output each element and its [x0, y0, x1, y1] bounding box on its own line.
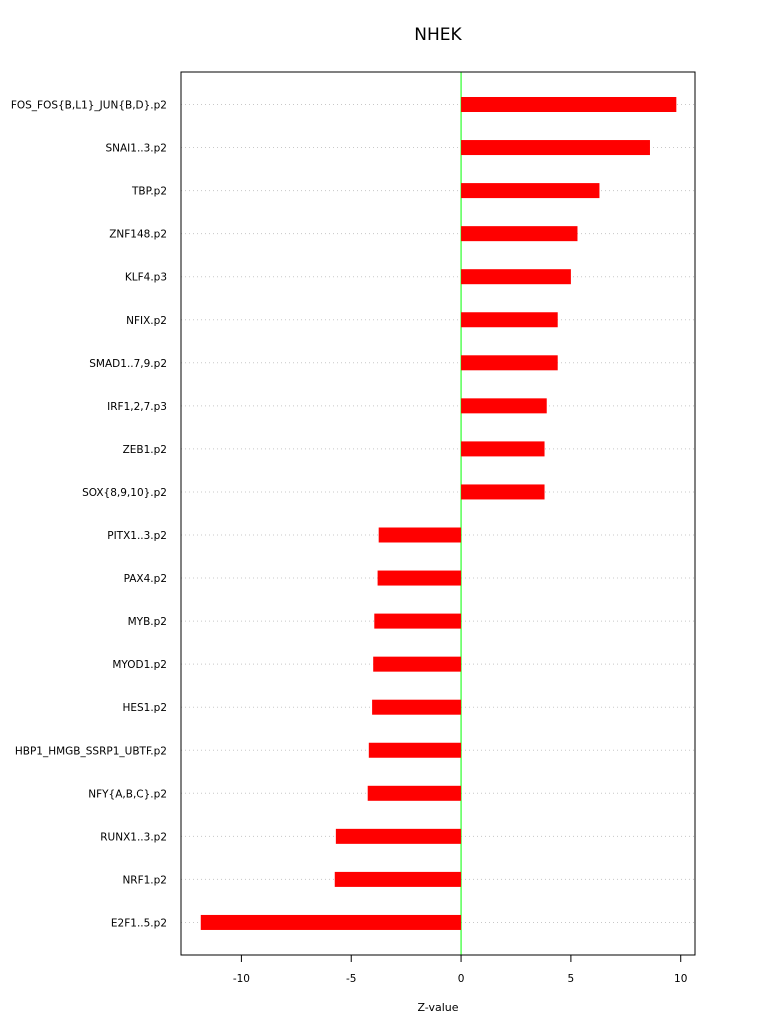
category-label: PITX1..3.p2 — [107, 530, 167, 542]
category-label: NFIX.p2 — [126, 314, 167, 327]
bar — [461, 398, 547, 413]
category-label: IRF1,2,7.p3 — [107, 400, 167, 413]
bars — [201, 97, 677, 930]
x-tick-label: -10 — [232, 973, 250, 985]
category-label: E2F1..5.p2 — [110, 917, 167, 930]
category-label: SNAI1..3.p2 — [105, 142, 167, 155]
x-axis-title: Z-value — [417, 1001, 459, 1014]
category-label: NRF1.p2 — [122, 874, 167, 887]
category-label: NFY{A,B,C}.p2 — [88, 788, 167, 801]
bar — [461, 312, 558, 327]
bar — [461, 183, 599, 198]
bar — [372, 700, 461, 715]
bar — [368, 786, 461, 801]
bar — [201, 915, 461, 930]
category-label: HBP1_HMGB_SSRP1_UBTF.p2 — [14, 745, 167, 758]
bar — [461, 269, 571, 284]
bar — [336, 829, 461, 844]
plot-frame — [181, 72, 695, 955]
category-label: PAX4.p2 — [123, 573, 167, 586]
x-tick-label: -5 — [345, 973, 357, 985]
category-label: ZNF148.p2 — [109, 228, 167, 241]
category-label: FOS_FOS{B,L1}_JUN{B,D}.p2 — [10, 99, 167, 112]
bar — [374, 614, 461, 629]
bar — [378, 571, 461, 586]
x-axis — [233, 955, 688, 985]
bar — [461, 441, 544, 456]
bar — [379, 528, 461, 543]
chart-title: NHEK — [414, 25, 462, 45]
y-axis-labels — [11, 100, 167, 930]
category-label: SMAD1..7,9.p2 — [89, 357, 167, 370]
category-label: RUNX1..3.p2 — [100, 831, 167, 844]
category-label: HES1.p2 — [122, 702, 167, 715]
bar — [461, 97, 676, 112]
category-label: KLF4.p3 — [124, 271, 167, 284]
x-tick-label: 5 — [567, 973, 575, 985]
category-label: ZEB1.p2 — [122, 443, 167, 456]
bar — [369, 743, 461, 758]
bar — [461, 140, 650, 155]
category-label: MYB.p2 — [127, 616, 167, 629]
x-tick-label: 10 — [674, 973, 688, 985]
category-label: SOX{8,9,10}.p2 — [82, 486, 167, 499]
bar — [461, 484, 544, 499]
x-tick-label: 0 — [457, 973, 465, 985]
bar — [461, 355, 558, 370]
category-label: TBP.p2 — [132, 185, 167, 198]
bar — [335, 872, 461, 887]
bar — [461, 226, 577, 241]
category-label: MYOD1.p2 — [112, 659, 167, 672]
bar — [373, 657, 461, 672]
